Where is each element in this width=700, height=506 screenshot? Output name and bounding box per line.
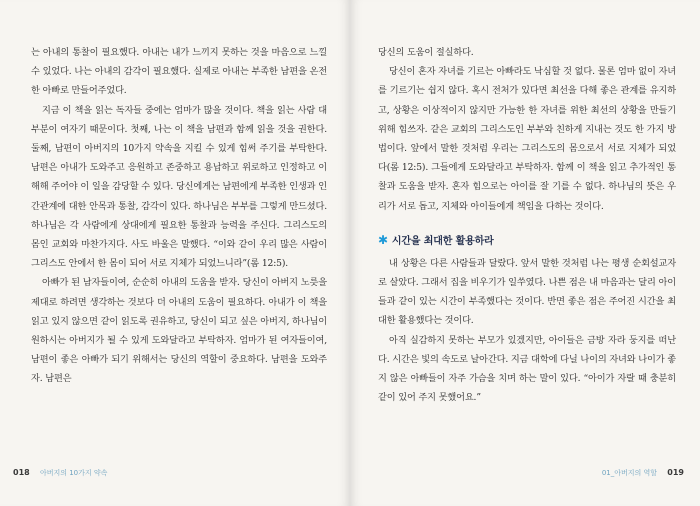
section-heading-text: 시간을 최대한 활용하라 [391,235,494,247]
paragraph: 는 아내의 통찰이 필요했다. 아내는 내가 느끼지 못하는 것을 마음으로 느낄 수 있었다. 나는 아내의 감각이 필요했다. 실제로 아내는 부족한 남편을 온전한 아빠로 만들어주었다. [31,47,327,97]
asterisk-icon: ✱ [378,232,388,247]
paragraph: 당신이 혼자 자녀를 기르는 아빠라도 낙심할 것 없다. 물론 엄마 없이 자녀를 기르기는 쉽지 않다. 혹시 전처가 있다면 최선을 다해 좋은 관계를 유지하고, 상황은 이상적이지 않지만 가능한 한 자녀를 위한 최선의 상황을 만들기 위해 힘쓰자. 같은 교회의 그리스도인 부부와 친하게 지내는 것도 한 가지 방법이다. 앞에서 말한 것처럼 우리는 그리스도의 몸으로서 서로 지체가 되었다(롬 12:5). 그들에게 도와달라고 부탁하자. 함께 이 책을 읽고 추가적인 통찰과 도움을 받자. 혼자 힘으로는 아이를 잘 기를 수 없다. 하나님의 뜻은 우리가 서로 돕고, 지체와 아이들에게 책임을 다하는 것이다. [378,66,676,212]
page-number: 018 [13,468,30,477]
paragraph: 아빠가 된 남자들이여, 순순히 아내의 도움을 받자. 당신이 아버지 노릇을 제대로 하려면 생각하는 것보다 더 아내의 도움이 필요하다. 아내가 이 책을 읽고 있지 않으면 같이 읽도록 권유하고, 당신이 되고 싶은 아버지, 하나님이 원하시는 아버지가 될 수 있게 도와달라고 부탁하자. 엄마가 된 여자들이여, 남편이 좋은 아빠가 되기 위해서는 당신의 역할이 중요하다. 남편을 도와주자. 남편은 [31,277,327,385]
paragraph: 내 상황은 다른 사람들과 달랐다. 앞서 말한 것처럼 나는 평생 순회설교자로 살았다. 그래서 집을 비우기가 일쑤였다. 나쁜 점은 내 마음과는 달리 아이들과 같이 있는 시간이 부족했다는 것이다. 반면 좋은 점은 주어진 시간을 최대한 활용했다는 것이다. [378,257,676,327]
right-footer [602,468,684,478]
left-footer [13,468,107,478]
running-head: 01_아버지의 역할 [601,469,658,477]
paragraph: 아직 실감하지 못하는 부모가 있겠지만, 아이들은 금방 자라 둥지를 떠난다. 시간은 빛의 속도로 날아간다. 지금 대학에 다닐 나이의 자녀와 나이가 좋지 않은 아빠들이 자주 가슴을 치며 하는 말이 있다. “아이가 자랄 때 충분히 같이 있어 주지 못했어요.” [378,334,676,404]
page-number: 019 [667,468,684,477]
right-page [350,0,700,506]
section-heading [378,232,676,250]
paragraph: 지금 이 책을 읽는 독자들 중에는 엄마가 많을 것이다. 책을 읽는 사람 대부분이 여자기 때문이다. 첫째, 나는 이 책을 남편과 함께 읽을 것을 권한다. 둘째, 남편이 아버지의 10가지 약속을 지킬 수 있게 힘써 주기를 부탁한다. 남편은 아내가 도와주고 응원하고 존중하고 용납하고 위로하고 인정하고 이해해 주어야 이 일을 감당할 수 있다. 당신에게는 남편에게 부족한 인생과 인간관계에 대한 안목과 통찰, 감각이 있다. 하나님은 부부를 그렇게 만드셨다. 하나님은 각 사람에게 상대에게 필요한 통찰과 능력을 주신다. 그리스도의 몸인 교회와 마찬가지다. 사도 바울은 말했다. “이와 같이 우리 많은 사람이 그리스도 안에서 한 몸이 되어 서로 지체가 되었느니라”(롬 12:5). [31,104,327,270]
right-body-text [378,43,676,407]
left-body-text [31,43,327,389]
paragraph: 당신의 도움이 절실하다. [378,47,474,58]
running-head: 아버지의 10가지 약속 [39,469,108,477]
